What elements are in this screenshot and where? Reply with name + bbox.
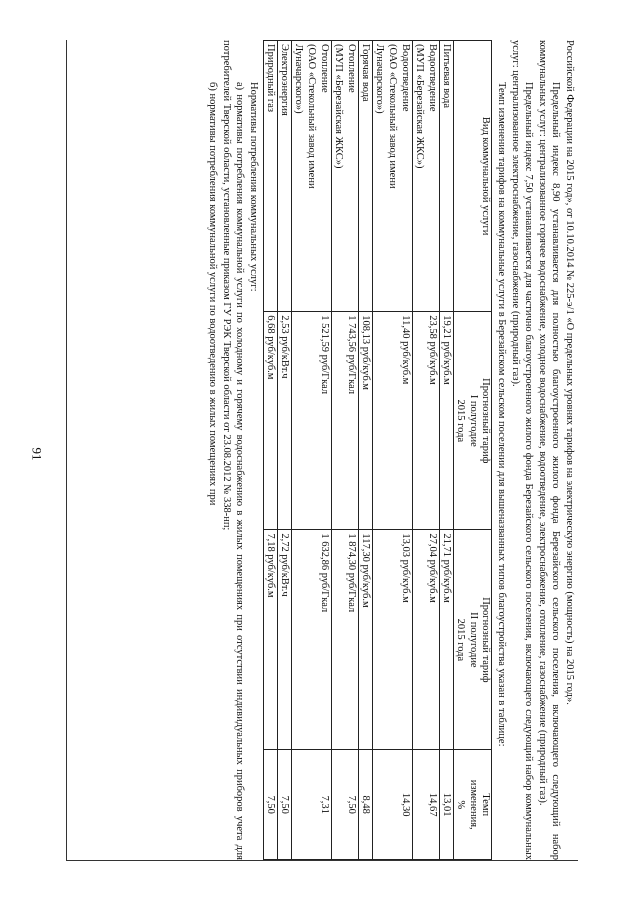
cell-tariff-h1: 6,68 руб/куб.м	[263, 312, 277, 530]
table-row	[412, 41, 439, 860]
cell-rate: 7,31	[291, 750, 331, 860]
cell-service: Отопление (ОАО «Стекольный завод имени Луначарского»)	[291, 41, 331, 312]
cell-tariff-h2: 7,18 руб/куб.м	[263, 530, 277, 750]
tariff-table	[263, 40, 493, 860]
cell-service: Отопление (МУП «Березайская ЖКС»)	[331, 41, 358, 312]
table-row	[291, 41, 331, 860]
cell-service: Водоотведение (ОАО «Стекольный завод имени Луначарского»)	[372, 41, 412, 312]
cell-rate: 8,48	[358, 750, 372, 860]
cell-tariff-h1: 23,58 руб/куб.м	[412, 312, 439, 530]
cell-rate: 14,67	[412, 750, 439, 860]
cell-tariff-h1: 1 521,59 руб/Гкал	[291, 312, 331, 530]
header-tariff-h2: Прогнозный тариф II полугодие 2015 года	[453, 530, 492, 750]
page-number: 91	[29, 447, 45, 461]
cell-service: Горячая вода	[358, 41, 372, 312]
cell-tariff-h2: 21,71 руб/куб.м	[439, 530, 453, 750]
cell-tariff-h2: 2,72 руб/кВт.ч	[277, 530, 291, 750]
cell-tariff-h1: 19,21 руб/куб.м	[439, 312, 453, 530]
cell-rate: 7,50	[277, 750, 291, 860]
cell-tariff-h2: 1 874,30 руб/Гкал	[331, 530, 358, 750]
table-row	[439, 41, 453, 860]
cell-tariff-h1: 11,40 руб/куб.м	[372, 312, 412, 530]
frame-bottom-border	[66, 860, 578, 861]
cell-tariff-h1: 2,53 руб/кВт.ч	[277, 312, 291, 530]
cell-service: Водоотведение (МУП «Березайская ЖКС»)	[412, 41, 439, 312]
cell-tariff-h2: 1 632,86 руб/Гкал	[291, 530, 331, 750]
norms-heading: Нормативы потребления коммунальных услуг:	[247, 82, 259, 292]
table-row	[277, 41, 291, 860]
rate-paragraph: Темп изменения тарифов на коммунальные услуги в Березайском сельском поселении для вышеназванных типов благоустройства указан в таблице:	[496, 82, 508, 747]
cell-rate: 14,30	[372, 750, 412, 860]
cell-service: Природный газ	[263, 41, 277, 312]
cell-service: Питьевая вода	[439, 41, 453, 312]
cell-tariff-h2: 27,04 руб/куб.м	[412, 530, 439, 750]
cell-tariff-h1: 1 743,56 руб/Гкал	[331, 312, 358, 530]
intro-paragraph: Российской Федерации на 2015 год», от 10.10.2014 № 225-э/1 «О предельных уровнях тарифов на электрическую энергию (мощность) на 2015 год».	[564, 40, 575, 705]
norm-item-a: а) нормативы потребления коммунальной услуги по холодному и горячему водоснабжению в жилых помещениях при отсутствии индивидуальных приборов учета для потребителей Тверской области, установленные приказом ГУ РЭК Тверской области от 23.08.2012 № 338-нп;	[220, 40, 246, 860]
table-row	[331, 41, 358, 860]
header-service: Вид коммунальной услуги	[453, 41, 492, 312]
table-row	[372, 41, 412, 860]
rotated-page-content	[76, 40, 576, 860]
norm-item-b: б) нормативы потребления коммунальной услуги по водоотведению в жилых помещениях при	[207, 82, 219, 506]
header-rate: Темп изменения, %	[453, 750, 492, 860]
table-row	[263, 41, 277, 860]
frame-left-border	[66, 40, 67, 860]
index-paragraph-1: Предельный индекс 8,90 устанавливается для полностью благоустроенного жилого фонда Березайского сельского поселения, включающего следующий набор коммунальных услуг: централизованное горячее водоснабжение, холодное водоснабжение, водоотведение, электроснабжение, отопление, газоснабжение (природный газ).	[536, 40, 562, 860]
index-paragraph-2: Предельный индекс 7,50 устанавливается для частично благоустроенного жилого фонда Березайского сельского поселения, включающего следующий набор коммунальных услуг: централизованное электроснабжение, газоснабжение (природный газ).	[509, 40, 535, 860]
cell-tariff-h2: 117,30 руб/куб.м	[358, 530, 372, 750]
table-header-row	[453, 41, 492, 860]
header-tariff-h1: Прогнозный тариф I полугодие 2015 года	[453, 312, 492, 530]
cell-rate: 7,50	[263, 750, 277, 860]
cell-rate: 13,01	[439, 750, 453, 860]
cell-rate: 7,50	[331, 750, 358, 860]
cell-service: Электроэнергия	[277, 41, 291, 312]
table-row	[358, 41, 372, 860]
cell-tariff-h1: 108,13 руб/куб.м	[358, 312, 372, 530]
cell-tariff-h2: 13,03 руб/куб.м	[372, 530, 412, 750]
